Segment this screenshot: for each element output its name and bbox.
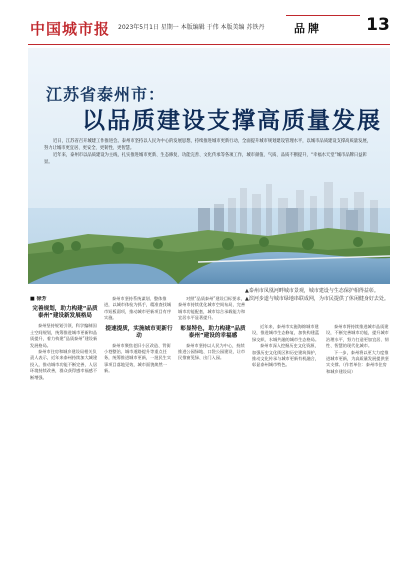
- text-column-4: [252, 324, 322, 562]
- body-paragraph: 泰州市深入挖掘历史文化资源，加强历史文化街区和历史建筑保护，推动文化传承与城市更新有机融合，彰显泰州城市特色。: [252, 343, 320, 368]
- subheading: 完善规划，助力构建“品质泰州”建设新发展格局: [32, 306, 98, 320]
- masthead: [0, 0, 400, 48]
- body-paragraph: 泰州市将持续推进城市品质建设，不断完善城市功能，提升城市治理水平，努力打造更加宜居、韧性、智慧的现代化城市。: [326, 324, 389, 349]
- body-paragraph: 泰州市坚持以人民为中心，持续推进公园绿地、口袋公园建设，让市民推窗见绿、出门入园。: [178, 342, 246, 361]
- text-column-3: [178, 296, 248, 562]
- body-paragraph: 泰州坚持规划引领，科学编制国土空间规划，统筹推进城市更新和品质提升，着力构建“品质泰州”建设新发展格局。: [30, 323, 98, 348]
- body-paragraph: 泰州市住房和城乡建设局相关负责人表示，近年来泰州持续加大城建投入，推动城市功能不断完善，人居环境持续改善，群众获得感幸福感不断增强。: [30, 349, 98, 380]
- article-headline: 以品质建设支撑高质量发展: [82, 107, 382, 134]
- issue-info: 2023年5月1日 星期一 本版编辑 于伟 本版美编 苏铁丹: [118, 24, 265, 31]
- caption-line: ▲滨河步道与城市绿地串联成网，为市民提供了休闲健身好去处。: [245, 295, 389, 302]
- lead-paragraph: 近日，江苏省召开城建工作推进会。泰州市坚持以人民为中心的发展思想，持续推进城市更新行动，全面提升城市规划建设管理水平，以城市品质建设支撑高质量发展，努力让城市更宜居、更安全、更韧性、更智慧。: [44, 139, 371, 151]
- byline: ■ 徐芳: [30, 296, 47, 302]
- subheading: 彰显特色，助力构建“品质泰州”建设的幸福感: [180, 325, 246, 339]
- body-paragraph: 近年来，泰州市实施海绵城市建设，推进城市生态修复，加快构建蓝绿交织、水城共融的城市生态格局。: [252, 324, 320, 342]
- newspaper-logo: 中国城市报: [30, 20, 111, 38]
- article-kicker: 江苏省泰州市：: [46, 85, 166, 104]
- body-paragraph: 下一步，泰州将以更大力度推进城市更新，为高质量发展提供坚实支撑。（作者单位：泰州市住房和城乡建设局）: [326, 349, 389, 374]
- masthead-rule: [28, 44, 390, 45]
- photo-caption: [245, 288, 391, 302]
- text-column-5: [326, 324, 390, 562]
- text-column-2: [104, 296, 174, 562]
- body-paragraph: 泰州市聚焦老旧小区改造、背街小巷整治、城市道路提升等重点任务，统筹推进城市更新，一批民生实事项目落地见效，城市面貌焕然一新。: [104, 342, 172, 374]
- page-number: 13: [366, 15, 390, 35]
- section-header: [286, 15, 360, 37]
- section-label: 品牌: [294, 22, 322, 35]
- body-paragraph: 泰州市坚持系统谋划、整体推进，以城市体检为抓手，精准查找城市短板弱项，推动城市更新项目有序实施。: [104, 296, 172, 321]
- subheading: 提速提质，实施城市更新行动: [105, 325, 173, 339]
- lead-paragraph: 近年来，泰州市以品质建设为主线，扎实推进城市更新、生态修复、功能完善、文化传承等各项工作，城市颜值、气质、品质不断提升，“幸福水天堂”城市品牌日益彰显。: [44, 153, 367, 165]
- text-column-1: [30, 296, 100, 562]
- article-lead: [44, 138, 374, 166]
- hero-photo: [28, 48, 390, 284]
- caption-line: ▲泰州市凤凰河畔城市景观，城市建设与生态保护相得益彰。: [245, 288, 379, 294]
- body-paragraph: 对照“品质泰州”建设目标要求，泰州市持续优化城市空间布局，完善城市功能配套，城市综合承载能力和宜居水平显著提升。: [178, 296, 246, 321]
